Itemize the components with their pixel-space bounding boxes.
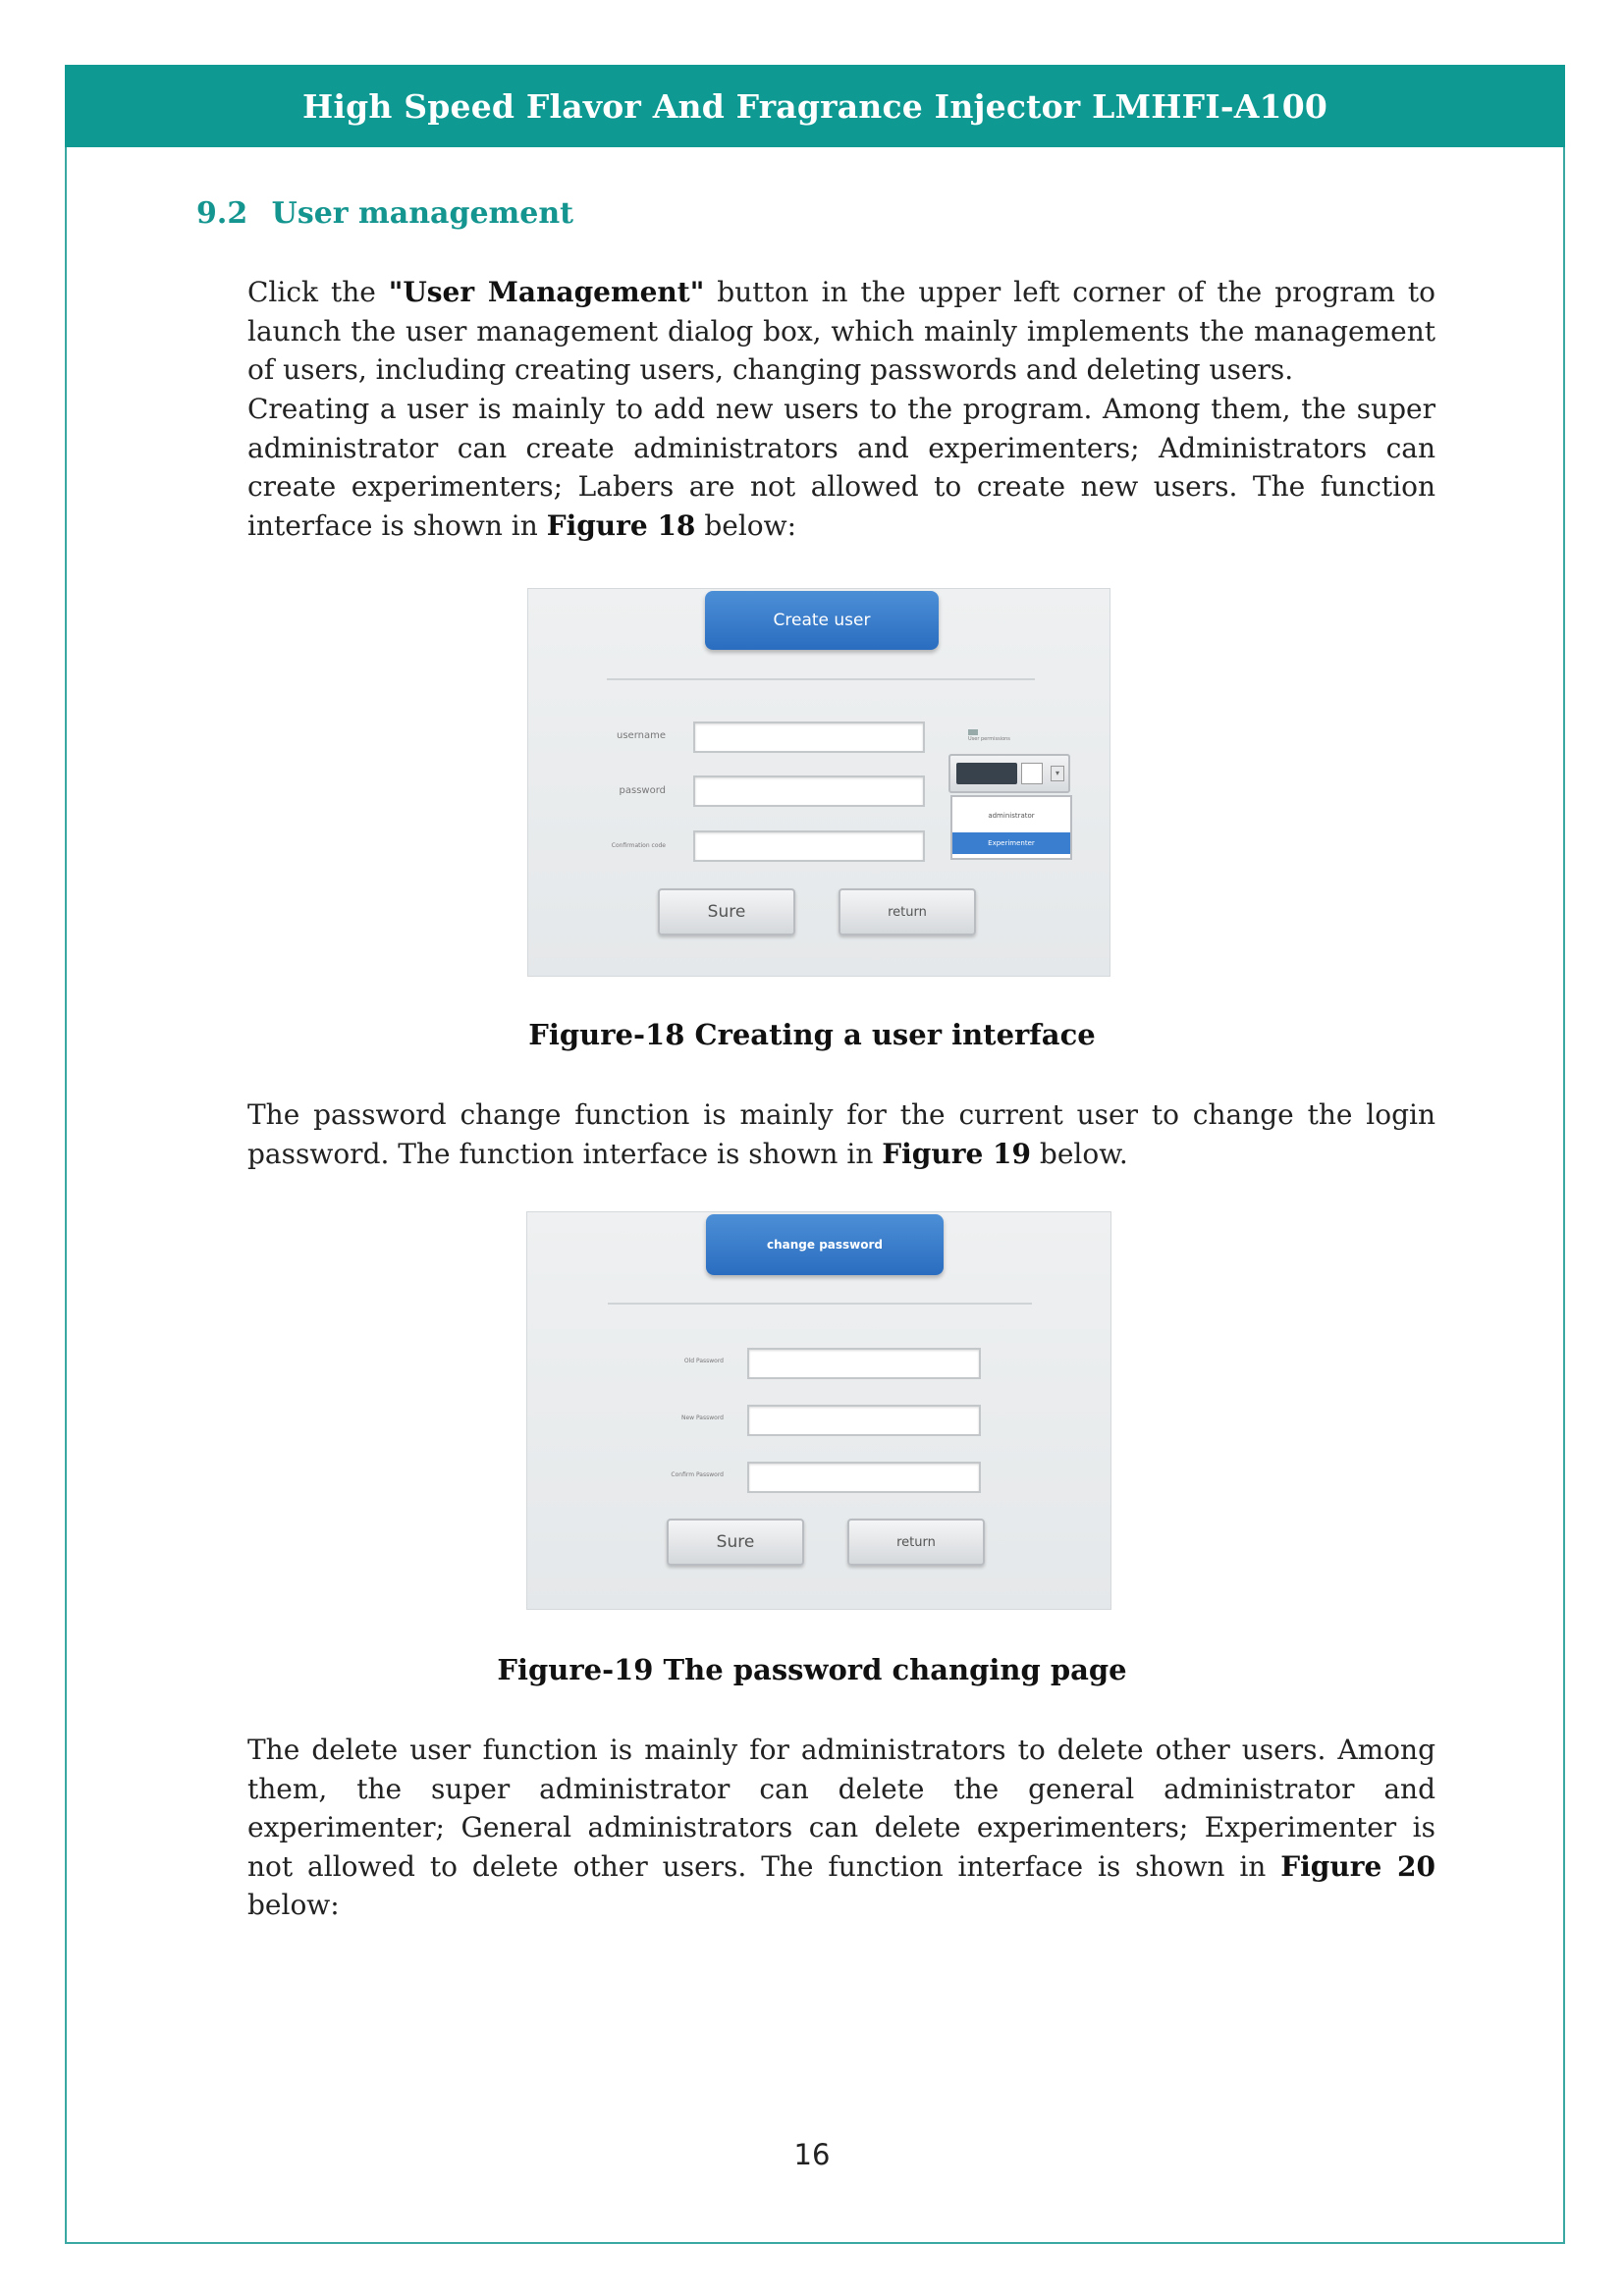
bold-run: "User Management"	[388, 276, 705, 308]
bold-run: Figure 20	[1280, 1849, 1436, 1883]
selected-value-display	[956, 763, 1017, 784]
figure-19-screenshot	[526, 1211, 1111, 1610]
username-input[interactable]	[693, 721, 925, 753]
text-run: below.	[1031, 1137, 1128, 1170]
username-label: username	[617, 730, 666, 741]
document-header	[65, 65, 1565, 147]
return-button[interactable]	[847, 1519, 985, 1566]
old-password-label: Old Password	[683, 1358, 724, 1364]
bold-run: Figure 18	[546, 508, 696, 542]
sure-button-label: Sure	[707, 902, 746, 922]
figure-19-caption: Figure-19 The password changing page	[497, 1653, 1127, 1686]
document-title: High Speed Flavor And Fragrance Injector LMHFI-A100	[301, 86, 1328, 126]
password-label: password	[619, 785, 666, 796]
chevron-down-icon[interactable]: ▾	[1051, 766, 1064, 781]
dropdown-option-experimenter[interactable]: Experimenter	[952, 832, 1070, 854]
permissions-icon	[968, 729, 978, 735]
change-password-title-label: change password	[766, 1238, 883, 1252]
section-title: User management	[271, 196, 574, 231]
text-run: below:	[247, 1889, 340, 1921]
confirmation-code-label: Confirmation code	[611, 842, 666, 849]
text-run: The password change function is mainly for the current user to change the login password. The function interface is shown in	[247, 1098, 1435, 1170]
text-run: below:	[695, 508, 797, 542]
password-input[interactable]	[693, 775, 925, 807]
sure-button[interactable]	[667, 1519, 804, 1566]
confirmation-code-input[interactable]	[693, 830, 925, 862]
new-password-input[interactable]	[747, 1405, 981, 1436]
text-run: The delete user function is mainly for administrators to delete other users. Among them, the super administrator can delete the general administrator and experimenter; General administrators can delete experimenters; Experimenter is not allowed to delete other users. The function interface is shown in	[247, 1734, 1435, 1883]
create-user-title-label: Create user	[773, 611, 871, 630]
change-password-title-button[interactable]	[706, 1214, 944, 1275]
figure-18-screenshot	[527, 588, 1110, 977]
paragraph-create-user	[247, 390, 1435, 545]
paragraph-change-password	[247, 1095, 1435, 1173]
select-field	[1021, 763, 1043, 784]
permissions-label: User permissions	[968, 736, 1010, 742]
new-password-label: New Password	[680, 1415, 724, 1421]
return-button-label: return	[888, 904, 927, 920]
confirm-password-label: Confirm Password	[671, 1471, 724, 1478]
sure-button[interactable]	[658, 888, 795, 935]
divider	[608, 1303, 1032, 1305]
section-number: 9.2	[196, 196, 248, 231]
section-heading	[196, 196, 573, 231]
old-password-input[interactable]	[747, 1348, 981, 1379]
text-run: Click the	[247, 276, 389, 308]
return-button[interactable]	[839, 888, 976, 935]
permissions-select[interactable]	[948, 754, 1070, 793]
page-number: 16	[793, 2138, 831, 2171]
dropdown-option-administrator[interactable]: administrator	[988, 812, 1035, 820]
bold-run: Figure 19	[882, 1137, 1031, 1170]
divider	[607, 678, 1035, 680]
return-button-label: return	[896, 1534, 936, 1550]
sure-button-label: Sure	[716, 1532, 755, 1552]
permissions-dropdown	[950, 795, 1072, 860]
paragraph-delete-user	[247, 1731, 1435, 1925]
create-user-title-button[interactable]	[705, 591, 939, 650]
confirm-password-input[interactable]	[747, 1462, 981, 1493]
figure-18-caption: Figure-18 Creating a user interface	[528, 1018, 1096, 1051]
text-run: button in the upper left corner of the program to launch the user management dialog box, which mainly implements the management of users, including creating users, changing passwords and deleting users.	[247, 276, 1435, 386]
paragraph-intro	[247, 273, 1435, 390]
text-run: Creating a user is mainly to add new users to the program. Among them, the super administrator can create administrators and experimenters; Administrators can create experimenters; Labers are not allowed to create new users. The function interface is shown in	[247, 393, 1435, 542]
